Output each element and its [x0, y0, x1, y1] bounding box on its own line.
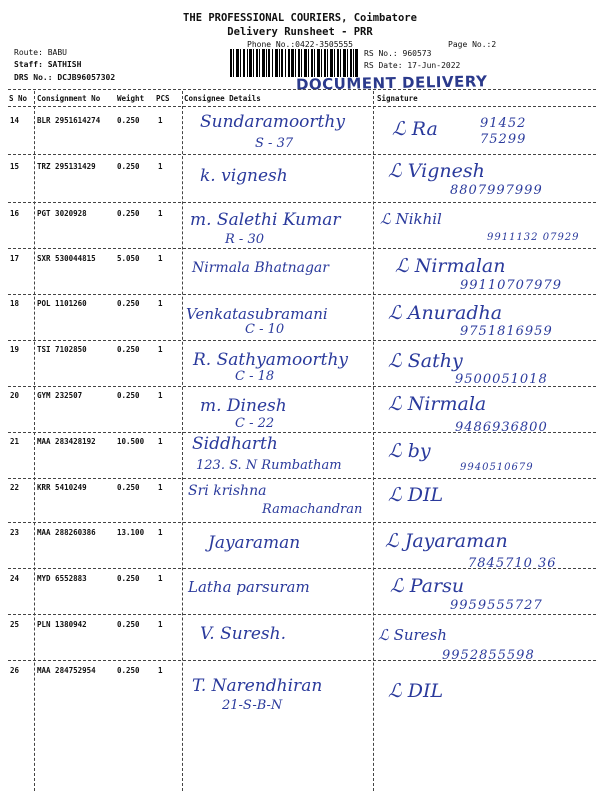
row-pcs: 1: [158, 620, 163, 629]
col-weight: Weight: [117, 94, 145, 103]
row-pcs: 1: [158, 299, 163, 308]
signature: ℒ Nirmala: [388, 393, 487, 415]
consignee-name: k. vignesh: [200, 166, 288, 186]
consignee-detail: 21-S-B-N: [222, 698, 283, 713]
divider: [8, 89, 596, 90]
row-weight: 0.250: [117, 483, 140, 492]
consignee-name: Jayaraman: [208, 533, 301, 553]
signature: ℒ Vignesh: [388, 160, 485, 182]
signature: ℒ Nikhil: [380, 210, 442, 228]
column-rule: [182, 91, 183, 791]
route: Route: BABU: [14, 48, 67, 57]
consignee-name: Nirmala Bhatnagar: [192, 260, 329, 276]
receiver-phone: 9486936800: [455, 420, 548, 435]
row-weight: 13.100: [117, 528, 145, 537]
row-pcs: 1: [158, 345, 163, 354]
signature: ℒ by: [388, 440, 431, 462]
row-consignment: MAA 284752954: [37, 666, 96, 675]
row-sno: 23: [10, 528, 20, 537]
col-consignment: Consignment No: [37, 94, 101, 103]
col-signature: Signature: [377, 94, 418, 103]
consignee-detail: Ramachandran: [262, 502, 363, 517]
consignee-name: Siddharth: [192, 434, 278, 454]
receiver-phone: 9751816959: [460, 324, 553, 339]
row-pcs: 1: [158, 483, 163, 492]
row-sno: 24: [10, 574, 20, 583]
phone-number: Phone No.:0422-3505555: [247, 40, 353, 49]
row-weight: 0.250: [117, 116, 140, 125]
row-divider: [8, 522, 596, 523]
row-pcs: 1: [158, 391, 163, 400]
runsheet-title: Delivery Runsheet - PRR: [227, 26, 373, 38]
row-sno: 26: [10, 666, 20, 675]
signature: ℒ Sathy: [388, 350, 463, 372]
row-weight: 10.500: [117, 437, 145, 446]
row-consignment: MYD 6552883: [37, 574, 87, 583]
consignee-detail: R - 30: [225, 232, 264, 247]
row-divider: [8, 614, 596, 615]
col-sno: S No: [9, 94, 28, 103]
row-weight: 5.050: [117, 254, 140, 263]
row-consignment: PGT 3020928: [37, 209, 87, 218]
receiver-phone: 9959555727: [450, 598, 543, 613]
row-weight: 0.250: [117, 299, 140, 308]
row-sno: 21: [10, 437, 20, 446]
document-delivery-stamp: DOCUMENT DELIVERY: [295, 72, 488, 94]
row-pcs: 1: [158, 666, 163, 675]
row-weight: 0.250: [117, 162, 140, 171]
page-number: Page No.:2: [448, 40, 497, 49]
signature: ℒ Nirmalan: [395, 255, 506, 277]
row-sno: 25: [10, 620, 20, 629]
row-consignment: GYM 232507: [37, 391, 83, 400]
signature: ℒ DIL: [388, 484, 444, 506]
row-pcs: 1: [158, 162, 163, 171]
row-weight: 0.250: [117, 391, 140, 400]
row-weight: 0.250: [117, 620, 140, 629]
signature: ℒ DIL: [388, 680, 444, 702]
row-sno: 20: [10, 391, 20, 400]
row-consignment: SXR 530044815: [37, 254, 96, 263]
row-sno: 18: [10, 299, 20, 308]
consignee-detail: C - 18: [235, 369, 275, 384]
drs-number: DRS No.: DCJB96057302: [14, 73, 116, 82]
row-divider: [8, 248, 596, 249]
row-divider: [8, 386, 596, 387]
receiver-phone: 9911132 07929: [487, 232, 580, 243]
row-consignment: KRR 5410249: [37, 483, 87, 492]
row-sno: 15: [10, 162, 20, 171]
consignee-name: Sundaramoorthy: [200, 112, 345, 132]
row-pcs: 1: [158, 528, 163, 537]
consignee-name: Sri krishna: [188, 483, 267, 499]
row-divider: [8, 432, 596, 433]
receiver-phone: 8807997999: [450, 183, 543, 198]
consignee-name: Latha parsuram: [188, 578, 310, 596]
row-pcs: 1: [158, 437, 163, 446]
row-consignment: MAA 283428192: [37, 437, 96, 446]
row-weight: 0.250: [117, 209, 140, 218]
receiver-phone: 9940510679: [460, 462, 534, 473]
col-consignee: Consignee Details: [184, 94, 261, 103]
consignee-name: m. Salethi Kumar: [190, 210, 341, 230]
row-consignment: PLN 1380942: [37, 620, 87, 629]
divider: [8, 106, 596, 107]
company-title: THE PROFESSIONAL COURIERS, Coimbatore: [183, 12, 417, 24]
row-consignment: MAA 288260386: [37, 528, 96, 537]
row-divider: [8, 568, 596, 569]
signature: ℒ Ra: [392, 118, 438, 140]
row-divider: [8, 294, 596, 295]
row-consignment: TSI 7102850: [37, 345, 87, 354]
consignee-name: Venkatasubramani: [186, 305, 328, 323]
receiver-phone: 7845710 36: [468, 556, 557, 571]
row-pcs: 1: [158, 574, 163, 583]
signature: ℒ Parsu: [390, 575, 465, 597]
row-sno: 16: [10, 209, 20, 218]
col-pcs: PCS: [156, 94, 170, 103]
receiver-phone: 91452 75299: [480, 116, 527, 147]
row-sno: 17: [10, 254, 20, 263]
row-sno: 14: [10, 116, 20, 125]
consignee-name: V. Suresh.: [200, 624, 286, 644]
consignee-detail: C - 10: [245, 322, 285, 337]
row-consignment: POL 1101260: [37, 299, 87, 308]
row-divider: [8, 478, 596, 479]
row-weight: 0.250: [117, 345, 140, 354]
signature: ℒ Anuradha: [388, 302, 503, 324]
row-divider: [8, 154, 596, 155]
staff: Staff: SATHISH: [14, 60, 82, 69]
receiver-phone: 9500051018: [455, 372, 548, 387]
row-divider: [8, 340, 596, 341]
row-sno: 19: [10, 345, 20, 354]
rs-number: RS No.: 960573: [364, 49, 432, 58]
consignee-name: R. Sathyamoorthy: [193, 350, 349, 370]
consignee-detail: C - 22: [235, 416, 275, 431]
row-consignment: TRZ 295131429: [37, 162, 96, 171]
signature: ℒ Suresh: [378, 626, 447, 644]
receiver-phone: 9952855598: [442, 648, 535, 663]
row-divider: [8, 202, 596, 203]
row-weight: 0.250: [117, 574, 140, 583]
receiver-phone: 99110707979: [460, 278, 562, 293]
column-rule: [34, 91, 35, 791]
row-pcs: 1: [158, 209, 163, 218]
row-weight: 0.250: [117, 666, 140, 675]
consignee-name: T. Narendhiran: [192, 676, 323, 696]
consignee-detail: 123. S. N Rumbatham: [196, 458, 342, 473]
row-sno: 22: [10, 483, 20, 492]
row-divider: [8, 660, 596, 661]
signature: ℒ Jayaraman: [385, 530, 508, 552]
row-pcs: 1: [158, 116, 163, 125]
consignee-name: m. Dinesh: [200, 396, 287, 416]
consignee-detail: S - 37: [255, 136, 294, 151]
row-consignment: BLR 2951614274: [37, 116, 101, 125]
rs-date: RS Date: 17-Jun-2022: [364, 61, 461, 70]
barcode: [230, 49, 358, 77]
row-pcs: 1: [158, 254, 163, 263]
column-rule: [373, 91, 374, 791]
